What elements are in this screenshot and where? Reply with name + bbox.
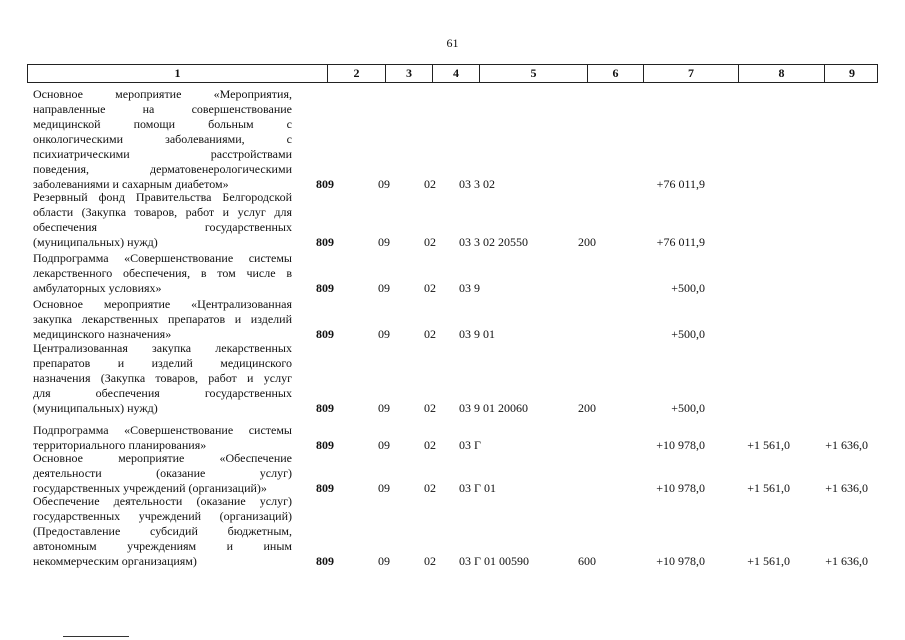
cell-col-2: 809 [316, 177, 334, 191]
row-description [33, 494, 292, 569]
description-line: медицинского назначения» [33, 327, 172, 341]
cell-col-7: +10 978,0 [656, 481, 705, 495]
cell-col-2: 809 [316, 281, 334, 295]
header-col-3: 3 [385, 65, 432, 82]
row-description [33, 87, 292, 192]
cell-col-2: 809 [316, 438, 334, 452]
row-description [33, 341, 292, 416]
cell-col-6: 200 [578, 401, 596, 415]
cell-col-4: 02 [424, 235, 436, 249]
cell-col-9: +1 636,0 [825, 438, 868, 452]
cell-col-7: +500,0 [671, 281, 705, 295]
cell-col-7: +500,0 [671, 327, 705, 341]
cell-col-8: +1 561,0 [747, 438, 790, 452]
cell-col-3: 09 [378, 235, 390, 249]
cell-col-4: 02 [424, 401, 436, 415]
description-line: назначения (Закупка товаров, работ и услуг [33, 371, 292, 385]
cell-col-2: 809 [316, 481, 334, 495]
description-line: (муниципальных) нужд) [33, 235, 158, 249]
cell-col-4: 02 [424, 327, 436, 341]
cell-col-2: 809 [316, 401, 334, 415]
header-col-5: 5 [479, 65, 587, 82]
cell-col-2: 809 [316, 554, 334, 568]
cell-col-7: +500,0 [671, 401, 705, 415]
description-line: препаратов и изделий медицинского [33, 356, 292, 370]
cell-col-3: 09 [378, 327, 390, 341]
description-line: Основное мероприятие «Мероприятия, [33, 87, 292, 101]
cell-col-5: 03 Г 01 00590 [459, 554, 529, 568]
description-line: Резервный фонд Правительства Белгородской [33, 190, 292, 204]
description-line: Обеспечение деятельности (оказание услуг) [33, 494, 292, 508]
description-line: государственных учреждений (организаций) [33, 509, 292, 523]
cell-col-2: 809 [316, 235, 334, 249]
row-description [33, 423, 292, 453]
description-line: территориального планирования» [33, 438, 207, 452]
cell-col-5: 03 9 [459, 281, 480, 295]
cell-col-3: 09 [378, 554, 390, 568]
cell-col-7: +10 978,0 [656, 554, 705, 568]
cell-col-6: 600 [578, 554, 596, 568]
cell-col-5: 03 3 02 [459, 177, 495, 191]
description-line: направленные на совершенствование [33, 102, 292, 116]
cell-col-4: 02 [424, 281, 436, 295]
cell-col-5: 03 3 02 20550 [459, 235, 528, 249]
row-description [33, 251, 292, 296]
description-line: автономным учреждениям и иным [33, 539, 292, 553]
description-line: онкологическими заболеваниями, с [33, 132, 292, 146]
description-line: (муниципальных) нужд) [33, 401, 158, 415]
header-col-7: 7 [643, 65, 738, 82]
description-line: для обеспечения государственных [33, 386, 292, 400]
cell-col-4: 02 [424, 177, 436, 191]
cell-col-3: 09 [378, 177, 390, 191]
description-line: деятельности (оказание услуг) [33, 466, 292, 480]
row-description [33, 451, 292, 496]
page-number: 61 [446, 36, 459, 50]
cell-col-5: 03 9 01 [459, 327, 495, 341]
description-line: (Предоставление субсидий бюджетным, [33, 524, 292, 538]
cell-col-7: +10 978,0 [656, 438, 705, 452]
description-line: некоммерческим организациям) [33, 554, 197, 568]
description-line: Основное мероприятие «Централизованная [33, 297, 292, 311]
header-col-2: 2 [327, 65, 385, 82]
cell-col-5: 03 Г [459, 438, 481, 452]
description-line: заболеваниями и сахарным диабетом» [33, 177, 229, 191]
cell-col-9: +1 636,0 [825, 481, 868, 495]
row-description [33, 297, 292, 342]
description-line: закупка лекарственных препаратов и изделий [33, 312, 292, 326]
table-header [27, 64, 878, 83]
cell-col-5: 03 Г 01 [459, 481, 496, 495]
cell-col-3: 09 [378, 401, 390, 415]
cell-col-3: 09 [378, 481, 390, 495]
cell-col-7: +76 011,9 [656, 177, 705, 191]
header-col-1: 1 [174, 66, 181, 80]
cell-col-4: 02 [424, 481, 436, 495]
description-line: Подпрограмма «Совершенствование системы [33, 251, 292, 265]
cell-col-4: 02 [424, 438, 436, 452]
cell-col-5: 03 9 01 20060 [459, 401, 528, 415]
description-line: амбулаторных условиях» [33, 281, 162, 295]
description-line: государственных учреждений (организаций)» [33, 481, 267, 495]
cell-col-7: +76 011,9 [656, 235, 705, 249]
description-line: психиатрическими расстройствами [33, 147, 292, 161]
description-line: области (Закупка товаров, работ и услуг для [33, 205, 292, 219]
cell-col-8: +1 561,0 [747, 554, 790, 568]
cell-col-3: 09 [378, 281, 390, 295]
description-line: Основное мероприятие «Обеспечение [33, 451, 292, 465]
header-col-8: 8 [738, 65, 824, 82]
cell-col-2: 809 [316, 327, 334, 341]
cell-col-9: +1 636,0 [825, 554, 868, 568]
cell-col-3: 09 [378, 438, 390, 452]
footnote-divider [63, 636, 129, 637]
description-line: лекарственного обеспечения, в том числе в [33, 266, 292, 280]
cell-col-4: 02 [424, 554, 436, 568]
header-col-6: 6 [587, 65, 643, 82]
description-line: Подпрограмма «Совершенствование системы [33, 423, 292, 437]
cell-col-8: +1 561,0 [747, 481, 790, 495]
row-description [33, 190, 292, 250]
header-col-4: 4 [432, 65, 479, 82]
header-col-9: 9 [824, 65, 879, 82]
description-line: Централизованная закупка лекарственных [33, 341, 292, 355]
cell-col-6: 200 [578, 235, 596, 249]
description-line: поведения, дерматовенерологическими [33, 162, 292, 176]
description-line: обеспечения государственных [33, 220, 292, 234]
description-line: медицинской помощи больным с [33, 117, 292, 131]
